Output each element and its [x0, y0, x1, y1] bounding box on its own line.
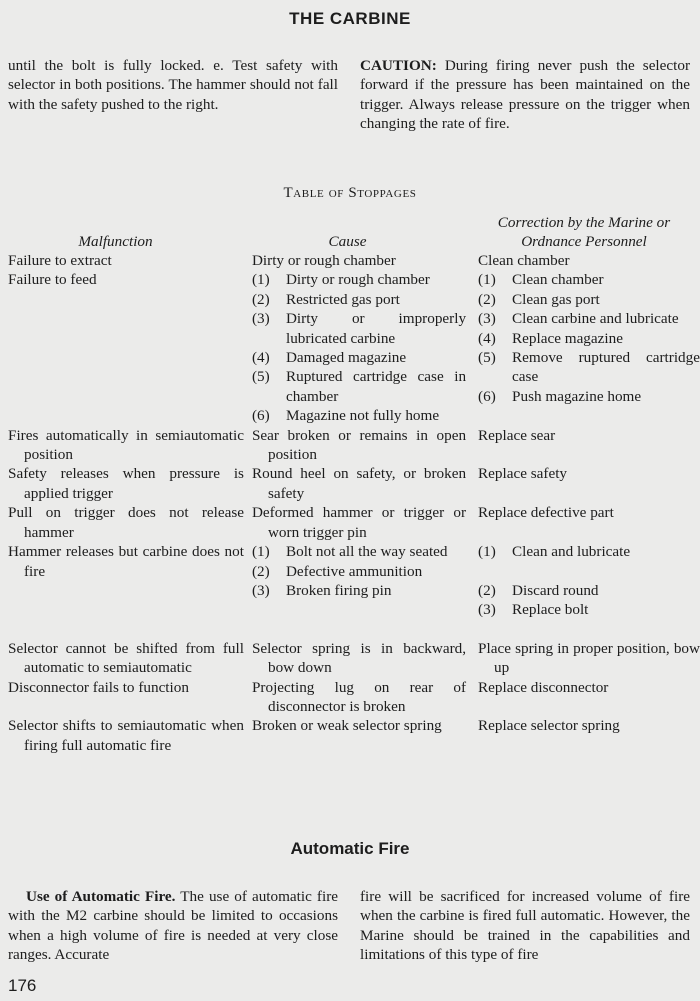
item-number: (3) [251, 310, 270, 328]
correction-cell [478, 426, 700, 465]
cause-item: Deformed hammer or trigger or worn trigger pin [251, 504, 467, 541]
item-text: Restricted gas port [285, 290, 400, 308]
table-row [0, 503, 700, 542]
malfunction-cell: Disconnector fails to function [8, 678, 189, 696]
item-number: (3) [251, 581, 270, 599]
item-text: Remove ruptured cartridge case [512, 349, 700, 386]
correction-item: Replace disconnector [478, 678, 609, 696]
cause-item: Round heel on safety, or broken safety [251, 465, 467, 502]
correction-item [478, 329, 700, 348]
malfunction-cell: Hammer releases but carbine does not fire [8, 543, 244, 580]
correction-cell [478, 542, 700, 620]
cause-item: Broken or weak selector spring [251, 717, 442, 735]
table-row [0, 716, 700, 755]
cause-item [252, 348, 466, 367]
cause-item: Projecting lug on rear of disconnector is broken [251, 678, 467, 715]
cause-cell [252, 639, 474, 678]
correction-item [478, 600, 700, 619]
item-number: (5) [478, 349, 496, 367]
item-text: Dirty or improperly lubricated carbine [285, 310, 467, 347]
item-text: Damaged magazine [285, 349, 407, 367]
item-number: (3) [478, 601, 496, 619]
correction-item: Place spring in proper position, bow up [478, 639, 700, 677]
malfunction-cell: Pull on trigger does not release hammer [8, 504, 244, 541]
item-number: (1) [251, 543, 270, 561]
correction-cell [478, 639, 700, 678]
caution-paragraph [360, 56, 690, 134]
cause-item: Sear broken or remains in open position [251, 426, 467, 464]
item-text: Clean chamber [512, 271, 604, 289]
item-text: Discard round [512, 581, 599, 599]
correction-cell [478, 251, 700, 270]
page-number: 176 [8, 976, 37, 995]
item-text: Clean carbine and lubricate [512, 310, 679, 328]
cause-cell [252, 678, 474, 717]
cause-cell [252, 716, 474, 755]
cause-item [252, 542, 466, 561]
item-number: (3) [478, 310, 496, 328]
cause-item [252, 270, 466, 289]
item-number: (1) [478, 543, 496, 561]
cause-item: Dirty or rough chamber [251, 252, 396, 269]
cause-cell [252, 542, 474, 620]
item-text: Dirty or rough chamber [285, 271, 430, 289]
item-text: Replace magazine [512, 329, 623, 347]
cause-item [252, 406, 466, 425]
malfunction-cell: Selector cannot be shifted from full automatic to semiautomatic [8, 639, 244, 677]
table-row [0, 464, 700, 503]
correction-item [478, 562, 700, 581]
correction-item [478, 581, 700, 600]
correction-item [478, 309, 700, 328]
item-number: (2) [478, 290, 496, 308]
page-header: THE CARBINE [289, 9, 411, 28]
item-text: Broken firing pin [285, 581, 392, 599]
correction-cell [478, 270, 700, 425]
table-row [0, 639, 700, 678]
malfunction-cell: Fires automatically in semiautomatic position [8, 426, 244, 464]
correction-cell [478, 678, 700, 717]
malfunction-cell: Selector shifts to semiautomatic when firing full automatic fire [8, 717, 244, 754]
cause-item [252, 562, 466, 581]
item-text: Bolt not all the way seated [285, 543, 448, 561]
item-number: (1) [478, 271, 496, 289]
correction-item: Clean chamber [478, 252, 570, 269]
cause-item [252, 367, 466, 406]
table-row [0, 426, 700, 465]
item-text: Clean gas port [512, 290, 600, 308]
cause-item: Selector spring is in backward, bow down [251, 639, 467, 677]
correction-item [478, 348, 700, 387]
correction-item [478, 270, 700, 289]
table-row [0, 251, 700, 270]
column-header-correction: Correction by the Marine or Ordnance Personnel [497, 214, 671, 251]
item-number: (6) [251, 407, 270, 425]
correction-item: Replace sear [478, 426, 556, 444]
correction-item: Replace selector spring [478, 717, 620, 735]
item-number: (4) [251, 349, 270, 367]
cause-cell [252, 503, 474, 542]
item-number: (2) [251, 562, 270, 580]
table-title: Table of Stoppages [283, 185, 417, 201]
automatic-fire-left [8, 887, 338, 965]
correction-cell [478, 464, 700, 503]
item-text: Magazine not fully home [285, 407, 440, 425]
column-header-cause: Cause [328, 233, 367, 250]
item-number: (6) [478, 387, 496, 405]
intro-left-paragraph [8, 56, 338, 114]
cause-cell [252, 270, 474, 425]
caution-text: During firing never push the selector forward if the pressure has been maintained on the trigger. Always release pressure on the trigger when changing the rate of fire. [360, 57, 691, 133]
column-header-malfunction: Malfunction [78, 233, 153, 250]
automatic-fire-right [360, 887, 690, 965]
stoppages-table [0, 251, 700, 755]
automatic-fire-right-text: fire will be sacrificed for increased volume of fire when the carbine is fired full automatic. However, the Marine should be trained in the capabilities and limitations of this type of fire [360, 888, 690, 964]
item-number: (5) [251, 368, 270, 386]
table-row [0, 678, 700, 717]
correction-item: Replace safety [478, 465, 568, 483]
correction-item [478, 387, 700, 406]
item-text: Clean and lubricate [512, 543, 631, 561]
item-number: (1) [251, 271, 270, 289]
cause-cell [252, 251, 474, 270]
item-text: Replace bolt [512, 601, 589, 619]
caution-label: CAUTION: [360, 57, 437, 74]
correction-item [478, 542, 700, 561]
intro-left-text: until the bolt is fully locked. e. Test safety with selector in both positions. The hammer should not fall with the safety pushed to the right. [8, 57, 338, 113]
correction-cell [478, 716, 700, 755]
automatic-fire-left-text: The use of automatic fire with the M2 carbine should be limited to occasions when a high volume of fire is needed at very close ranges. Accurate [8, 888, 338, 964]
malfunction-cell: Safety releases when pressure is applied trigger [8, 465, 244, 502]
section-heading: Automatic Fire [290, 839, 410, 858]
item-text: Push magazine home [512, 387, 642, 405]
cause-item [252, 290, 466, 309]
malfunction-cell: Failure to extract [8, 252, 112, 269]
correction-cell [478, 503, 700, 542]
item-text: Defective ammunition [285, 562, 423, 580]
cause-cell [252, 426, 474, 465]
correction-item [478, 290, 700, 309]
cause-cell [252, 464, 474, 503]
table-row [0, 270, 700, 425]
item-number: (2) [251, 290, 270, 308]
cause-item [252, 581, 466, 600]
item-number: (2) [478, 581, 496, 599]
cause-item [252, 309, 466, 348]
table-row [0, 542, 700, 620]
correction-item: Replace defective part [478, 504, 614, 522]
item-number: (4) [478, 329, 496, 347]
automatic-fire-lead: Use of Automatic Fire. [26, 888, 176, 905]
item-text: Ruptured cartridge case in chamber [285, 368, 467, 405]
malfunction-cell: Failure to feed [8, 271, 97, 289]
